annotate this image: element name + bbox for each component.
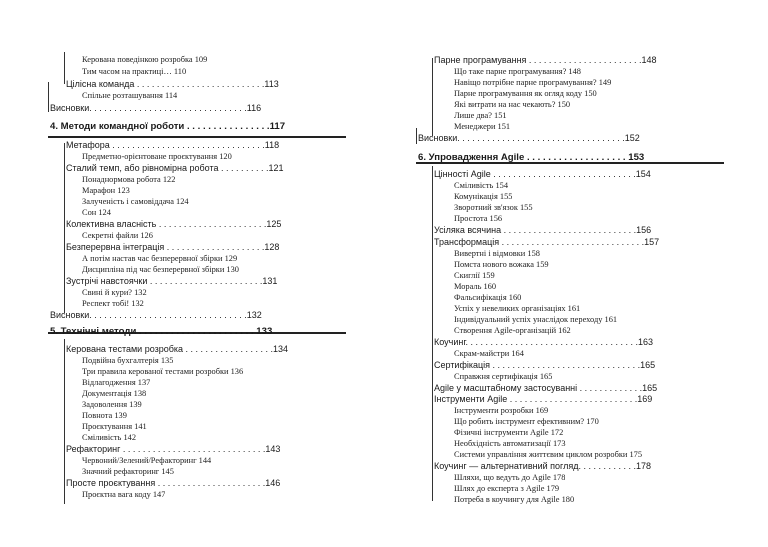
toc-subentry[interactable]: Простота 156 <box>454 214 503 223</box>
toc-bracket-line <box>64 52 65 84</box>
toc-subentry[interactable]: Зворотний зв'язок 155 <box>454 203 533 212</box>
toc-subentry[interactable]: Керована поведінкою розробка 109 <box>82 55 208 64</box>
toc-section[interactable]: Керована тестами розробка . . . . . . . . . . . . . . . . . .134 <box>66 344 289 354</box>
toc-section[interactable]: Цінності Agile . . . . . . . . . . . . . . . . . . . . . . . . . . . . .154 <box>434 169 651 179</box>
toc-section[interactable]: Сертифікація . . . . . . . . . . . . . . . . . . . . . . . . . . . . . .165 <box>434 360 656 370</box>
toc-subentry[interactable]: Значний рефакторинг 145 <box>82 467 174 476</box>
toc-subentry[interactable]: Сміливість 142 <box>82 433 137 442</box>
toc-bracket-line <box>64 339 65 504</box>
toc-subentry[interactable]: Секретні файли 126 <box>82 231 153 240</box>
chapter-rule <box>48 136 346 138</box>
toc-subentry[interactable]: Помста нового вожака 159 <box>454 260 549 269</box>
toc-subentry[interactable]: Повнота 139 <box>82 411 127 420</box>
toc-subentry[interactable]: Лише два? 151 <box>454 111 507 120</box>
toc-subentry[interactable]: Менеджери 151 <box>454 122 511 131</box>
toc-subentry[interactable]: А потім настав час безперервної збірки 129 <box>82 254 238 263</box>
toc-subentry[interactable]: Інструменти розробки 169 <box>454 406 549 415</box>
toc-section[interactable]: Метафора . . . . . . . . . . . . . . . . . . . . . . . . . . . . . . .118 <box>66 140 280 150</box>
toc-subentry[interactable]: Фізичні інструменти Agile 172 <box>454 428 564 437</box>
toc-chapter[interactable]: 6. Упровадження Agile . . . . . . . . . . . . . . . . . . . 153 <box>418 152 645 163</box>
toc-subentry[interactable]: Проєктна вага коду 147 <box>82 490 166 499</box>
toc-section[interactable]: Agile у масштабному застосуванні . . . . . . . . . . . . .165 <box>434 383 658 393</box>
toc-bracket-line <box>432 166 433 501</box>
toc-subentry[interactable]: Відлагодження 137 <box>82 378 151 387</box>
toc-subentry[interactable]: Залученість і самовіддача 124 <box>82 197 189 206</box>
toc-subentry[interactable]: Три правила керованої тестами розробки 136 <box>82 367 244 376</box>
toc-subentry[interactable]: Задоволення 139 <box>82 400 142 409</box>
toc-section[interactable]: Коучинг — альтернативний погляд. . . . . . . . . . . .178 <box>434 461 651 471</box>
toc-section[interactable]: Усіляка всячина . . . . . . . . . . . . . . . . . . . . . . . . . . .156 <box>434 225 652 235</box>
toc-subentry[interactable]: Сміливість 154 <box>454 181 509 190</box>
toc-subentry[interactable]: Мораль 160 <box>454 282 497 291</box>
toc-section[interactable]: Трансформація . . . . . . . . . . . . . . . . . . . . . . . . . . . . .157 <box>434 237 660 247</box>
toc-section[interactable]: Рефакторинг . . . . . . . . . . . . . . . . . . . . . . . . . . . . .143 <box>66 444 281 454</box>
toc-subentry[interactable]: Успіх у невеликих організаціях 161 <box>454 304 581 313</box>
toc-subentry[interactable]: Потреба в коучингу для Agile 180 <box>454 495 575 504</box>
toc-subentry[interactable]: Дисципліна під час безперервної збірки 130 <box>82 265 239 274</box>
toc-bracket-line <box>48 82 49 112</box>
toc-section[interactable]: Зустрічі навстоячки . . . . . . . . . . . . . . . . . . . . . . .131 <box>66 276 278 286</box>
toc-bracket-line <box>64 143 65 313</box>
toc-subentry[interactable]: Індивідуальний успіх унаслідок переходу 161 <box>454 315 618 324</box>
toc-section[interactable]: Колективна власність . . . . . . . . . . . . . . . . . . . . . .125 <box>66 219 282 229</box>
toc-section[interactable]: Парне програмування . . . . . . . . . . . . . . . . . . . . . . .148 <box>434 55 657 65</box>
toc-subentry[interactable]: Проєктування 141 <box>82 422 147 431</box>
toc-subentry[interactable]: Необхідність автоматизації 173 <box>454 439 566 448</box>
toc-subentry[interactable]: Подвійна бухгалтерія 135 <box>82 356 174 365</box>
toc-subentry[interactable]: Системи управління життєвим циклом розробки 175 <box>454 450 643 459</box>
toc-subentry[interactable]: Респект тобі! 132 <box>82 299 144 308</box>
toc-subentry[interactable]: Навіщо потрібне парне програмування? 149 <box>454 78 612 87</box>
toc-chapter[interactable]: 4. Методи командної роботи . . . . . . . . . . . . . . . .117 <box>50 121 286 132</box>
toc-subentry[interactable]: Що таке парне програмування? 148 <box>454 67 581 76</box>
toc-subentry[interactable]: Понаднормова робота 122 <box>82 175 176 184</box>
toc-subentry[interactable]: Фальсифікація 160 <box>454 293 522 302</box>
toc-subentry[interactable]: Свині й кури? 132 <box>82 288 147 297</box>
toc-subentry[interactable]: Документація 138 <box>82 389 147 398</box>
toc-subentry[interactable]: Тим часом на практиці… 110 <box>82 67 187 76</box>
toc-subentry[interactable]: Шлях до експерта з Agile 179 <box>454 484 560 493</box>
toc-section[interactable]: Цілісна команда . . . . . . . . . . . . . . . . . . . . . . . . . .113 <box>66 79 279 89</box>
toc-subentry[interactable]: Предметно-орієнтоване проєктування 120 <box>82 152 232 161</box>
toc-subentry[interactable]: Що робить інструмент ефективним? 170 <box>454 417 599 426</box>
toc-bracket-line <box>416 128 417 144</box>
toc-subentry[interactable]: Спільне розташування 114 <box>82 91 178 100</box>
toc-subentry[interactable]: Які витрати на нас чекають? 150 <box>454 100 571 109</box>
toc-subentry[interactable]: Червоний/Зелений/Рефакторинг 144 <box>82 456 212 465</box>
toc-subentry[interactable]: Комунікація 155 <box>454 192 513 201</box>
toc-section[interactable]: Висновки. . . . . . . . . . . . . . . . . . . . . . . . . . . . . . . .132 <box>50 310 262 320</box>
toc-section[interactable]: Висновки. . . . . . . . . . . . . . . . . . . . . . . . . . . . . . . .116 <box>50 103 262 113</box>
toc-section[interactable]: Просте проєктування . . . . . . . . . . . . . . . . . . . . . .146 <box>66 478 281 488</box>
toc-subentry[interactable]: Марафон 123 <box>82 186 130 195</box>
toc-subentry[interactable]: Вивертні і відмовки 158 <box>454 249 540 258</box>
toc-subentry[interactable]: Скиглії 159 <box>454 271 495 280</box>
toc-subentry[interactable]: Скрам-майстри 164 <box>454 349 524 358</box>
toc-section[interactable]: Безперервна інтеграція . . . . . . . . . . . . . . . . . . . .128 <box>66 242 280 252</box>
toc-subentry[interactable]: Шляхи, що ведуть до Agile 178 <box>454 473 566 482</box>
toc-section[interactable]: Коучинг. . . . . . . . . . . . . . . . . . . . . . . . . . . . . . . . . . .163 <box>434 337 654 347</box>
toc-subentry[interactable]: Створення Agile-організацій 162 <box>454 326 571 335</box>
toc-subentry[interactable]: Справжня сертифікація 165 <box>454 372 553 381</box>
toc-section[interactable]: Сталий темп, або рівномірна робота . . . . . . . . . .121 <box>66 163 284 173</box>
toc-bracket-line <box>432 58 433 136</box>
toc-subentry[interactable]: Парне програмування як огляд коду 150 <box>454 89 597 98</box>
toc-chapter[interactable]: 5. Технічні методи . . . . . . . . . . . . . . . . . . . . . . 133 <box>50 326 273 337</box>
toc-subentry[interactable]: Сон 124 <box>82 208 111 217</box>
toc-section[interactable]: Висновки. . . . . . . . . . . . . . . . . . . . . . . . . . . . . . . . . .152 <box>418 133 640 143</box>
toc-section[interactable]: Інструменти Agile . . . . . . . . . . . . . . . . . . . . . . . . . .169 <box>434 394 653 404</box>
